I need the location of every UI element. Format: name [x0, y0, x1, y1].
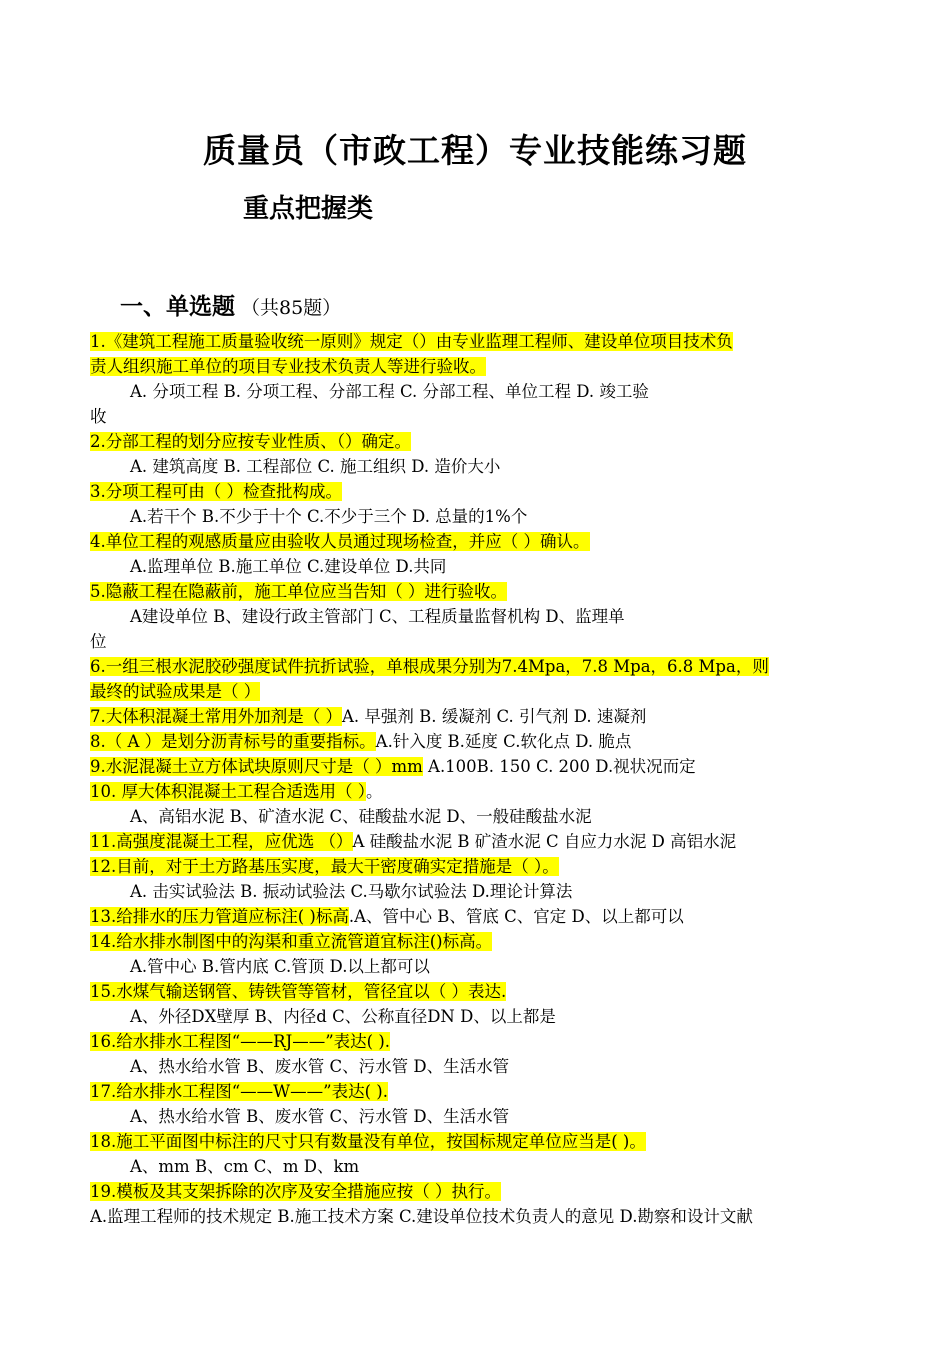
question-line [90, 629, 860, 654]
highlighted-text: 1.《建筑工程施工质量验收统一原则》规定（）由专业监理工程师、建设单位项目技术负 [90, 332, 733, 351]
line-text: A. 击实试验法 B. 振动试验法 C.马歇尔试验法 D.理论计算法 [130, 882, 573, 901]
page-title: 质量员（市政工程）专业技能练习题 [203, 131, 747, 170]
answer-options-line [90, 1004, 860, 1029]
line-text: A.监理单位 B.施工单位 C.建设单位 D.共同 [130, 557, 447, 576]
question-line [90, 729, 860, 754]
answer-options-line [90, 1104, 860, 1129]
question-line [90, 779, 860, 804]
question-line [90, 1029, 860, 1054]
highlighted-text: 11.高强度混凝土工程，应优选 （） [90, 832, 353, 851]
highlighted-text: 12.目前，对于土方路基压实度，最大干密度确实定措施是（ ）。 [90, 857, 559, 876]
question-line [90, 854, 860, 879]
question-line [90, 979, 860, 1004]
line-text: A. 建筑高度 B. 工程部位 C. 施工组织 D. 造价大小 [130, 457, 501, 476]
highlighted-text: 6.一组三根水泥胶砂强度试件抗折试验，单根成果分别为7.4Mpa，7.8 Mpa，6.8 Mpa，则 [90, 657, 769, 676]
question-line [90, 754, 860, 779]
line-text: A、热水给水管 B、废水管 C、污水管 D、生活水管 [130, 1057, 510, 1076]
inline-options: A. 早强剂 B. 缓凝剂 C. 引气剂 D. 速凝剂 [342, 707, 647, 726]
answer-options-line [90, 954, 860, 979]
highlighted-text: 17.给水排水工程图“——W——”表达( ). [90, 1082, 388, 1101]
highlighted-text: 3.分项工程可由（ ）检查批构成。 [90, 482, 342, 501]
inline-options: A.针入度 B.延度 C.软化点 D. 脆点 [375, 732, 632, 751]
inline-options: .A、管中心 B、管底 C、官定 D、以上都可以 [348, 907, 684, 926]
question-line [90, 1204, 860, 1229]
highlighted-text: 16.给水排水工程图“——RJ——”表达( ). [90, 1032, 391, 1051]
line-text: A.管中心 B.管内底 C.管顶 D.以上都可以 [130, 957, 430, 976]
highlighted-text: 2.分部工程的划分应按专业性质、（）确定。 [90, 432, 411, 451]
question-line [90, 1129, 860, 1154]
question-line [90, 1079, 860, 1104]
highlighted-text: 责人组织施工单位的项目专业技术负责人等进行验收。 [90, 357, 486, 376]
answer-options-line [90, 454, 860, 479]
question-line [90, 904, 860, 929]
highlighted-text: 14.给水排水制图中的沟渠和重立流管道宜标注()标高。 [90, 932, 493, 951]
highlighted-text: 18.施工平面图中标注的尺寸只有数量没有单位，按国标规定单位应当是( )。 [90, 1132, 646, 1151]
answer-options-line [90, 1154, 860, 1179]
answer-options-line [90, 504, 860, 529]
question-line [90, 354, 860, 379]
section-heading [120, 288, 341, 321]
highlighted-text: 13.给排水的压力管道应标注( )标高 [90, 907, 349, 926]
question-line [90, 929, 860, 954]
highlighted-text: 5.隐蔽工程在隐蔽前，施工单位应当告知（ ）进行验收。 [90, 582, 507, 601]
highlighted-text: 9.水泥混凝土立方体试块原则尺寸是（ ）mm [90, 757, 423, 776]
highlighted-text: 8.（ A ）是划分沥青标号的重要指标。 [90, 732, 376, 751]
question-line [90, 704, 860, 729]
line-text: A.若干个 B.不少于十个 C.不少于三个 D. 总量的1%个 [130, 507, 528, 526]
question-line [90, 429, 860, 454]
line-text: A、外径DX壁厚 B、内径d C、公称直径DN D、以上都是 [130, 1007, 556, 1026]
answer-options-line [90, 879, 860, 904]
answer-options-line [90, 554, 860, 579]
highlighted-text: 4.单位工程的观感质量应由验收人员通过现场检查，并应（ ）确认。 [90, 532, 590, 551]
inline-options: A.100B. 150 C. 200 D.视状况而定 [422, 757, 696, 776]
question-line [90, 579, 860, 604]
line-text: A建设单位 B、建设行政主管部门 C、工程质量监督机构 D、监理单 [130, 607, 625, 626]
section-title: 一、单选题 [120, 294, 235, 320]
answer-options-line [90, 804, 860, 829]
inline-options: 。 [365, 782, 383, 801]
answer-options-line [90, 1054, 860, 1079]
highlighted-text: 10. 厚大体积混凝土工程合适选用（ ） [90, 782, 366, 801]
line-text: A、热水给水管 B、废水管 C、污水管 D、生活水管 [130, 1107, 510, 1126]
answer-options-line [90, 604, 860, 629]
question-line [90, 404, 860, 429]
highlighted-text: 7.大体积混凝土常用外加剂是（ ） [90, 707, 342, 726]
question-count: （共85题） [241, 297, 342, 319]
highlighted-text: 15.水煤气输送钢管、铸铁管等管材，管径宜以（ ）表达. [90, 982, 507, 1001]
question-line [90, 654, 860, 679]
line-text: A. 分项工程 B. 分项工程、分部工程 C. 分部工程、单位工程 D. 竣工验 [130, 382, 649, 401]
page-subtitle: 重点把握类 [243, 194, 374, 224]
line-text: 位 [90, 632, 107, 651]
question-list [90, 329, 860, 1229]
line-text: A、mm B、cm C、m D、km [130, 1157, 360, 1176]
line-text: 收 [90, 407, 107, 426]
highlighted-text: 最终的试验成果是（ ） [90, 682, 261, 701]
question-line [90, 679, 860, 704]
answer-options-line [90, 379, 860, 404]
line-text: A、高铝水泥 B、矿渣水泥 C、硅酸盐水泥 D、一般硅酸盐水泥 [130, 807, 592, 826]
question-line [90, 829, 860, 854]
question-line [90, 329, 860, 354]
question-line [90, 1179, 860, 1204]
line-text: A.监理工程师的技术规定 B.施工技术方案 C.建设单位技术负责人的意见 D.勘察和设计文献 [90, 1207, 753, 1226]
highlighted-text: 19.模板及其支架拆除的次序及安全措施应按（ ）执行。 [90, 1182, 501, 1201]
question-line [90, 529, 860, 554]
inline-options: A 硅酸盐水泥 B 矿渣水泥 C 自应力水泥 D 高铝水泥 [352, 832, 737, 851]
question-line [90, 479, 860, 504]
